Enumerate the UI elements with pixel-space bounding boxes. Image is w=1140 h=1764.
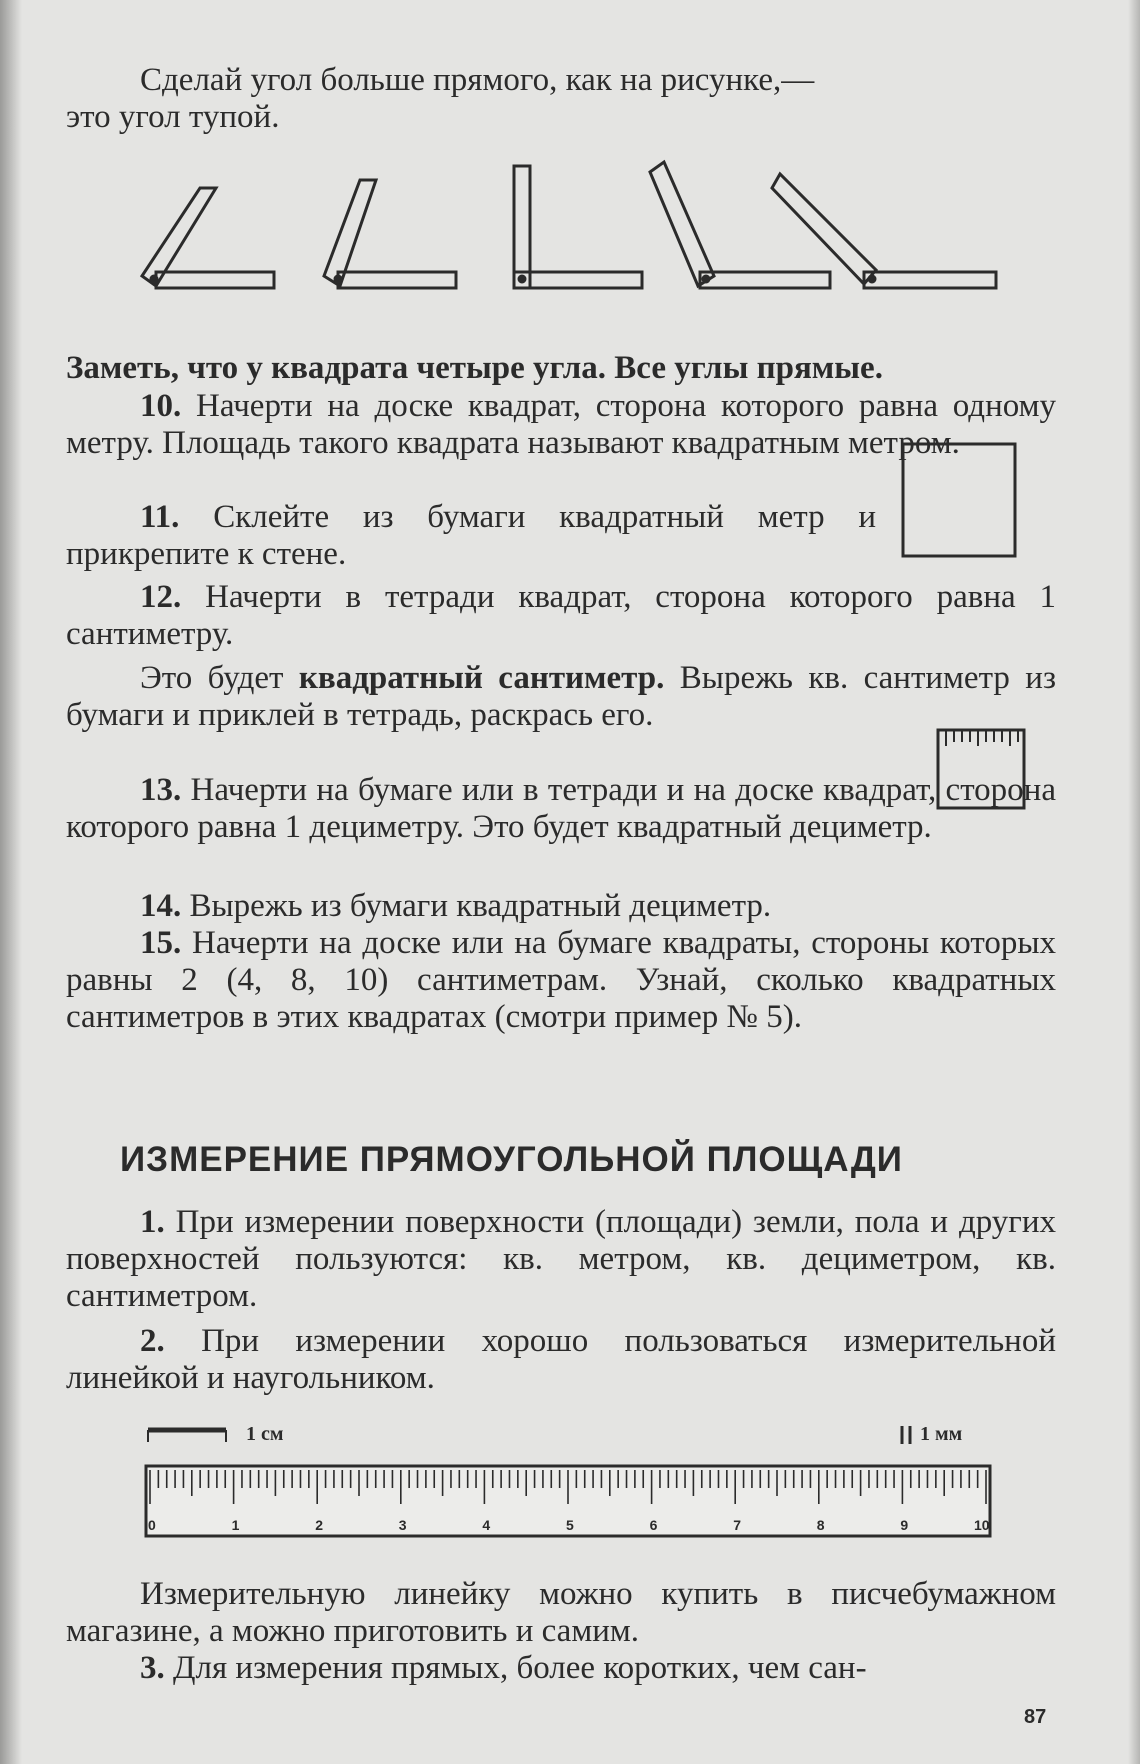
- exercise-11-number: 11.: [140, 499, 180, 535]
- ruler-number: 10: [974, 1517, 990, 1533]
- ruler-number: 1: [231, 1517, 240, 1533]
- section-paragraph-1: [66, 1204, 1056, 1315]
- paragraph-2: [66, 1323, 1056, 1397]
- exercise-15-block: [66, 925, 1056, 1036]
- exercise-12-number: 12.: [140, 579, 182, 615]
- paragraph-1-text: При измерении поверхности (площади) земли, пола и других поверхностей пользуются: кв. метром, кв. дециметром, кв. сантиметром.: [66, 1204, 1056, 1314]
- square-note: [66, 350, 1056, 387]
- exercise-10-number: 10.: [140, 388, 182, 424]
- exercise-11: [66, 499, 876, 573]
- exercise-14-block: [66, 888, 1056, 925]
- paragraph-1-number: 1.: [140, 1204, 165, 1240]
- paragraph-1: [66, 1204, 1056, 1315]
- exercise-15: [66, 925, 1056, 1036]
- paragraph-4-number: 3.: [140, 1650, 165, 1686]
- paragraph-4: [66, 1650, 1056, 1687]
- section-paragraph-3: [66, 1576, 1056, 1650]
- section-paragraph-4: [66, 1650, 1056, 1687]
- ruler-labels: [140, 1418, 1000, 1458]
- ruler-label-cm: 1 см: [246, 1423, 284, 1445]
- square-meter-drawing: [895, 436, 1025, 566]
- exercise-11-block: [66, 499, 876, 573]
- exercise-13: [66, 772, 1056, 846]
- exercise-12b-post: Вырежь кв. сантиметр из бумаги и приклей в тетрадь, раскрась его.: [66, 660, 1056, 733]
- exercise-14-text: Вырежь из бумаги квадратный дециметр.: [189, 888, 772, 924]
- exercise-12-continued: [66, 660, 1056, 734]
- ruler-number: 8: [816, 1517, 825, 1533]
- ruler-number: 0: [148, 1517, 156, 1533]
- exercise-14-number: 14.: [140, 888, 182, 924]
- square-note-text: Заметь, что у квадрата четыре угла. Все углы прямые.: [66, 350, 883, 386]
- paragraph-2-number: 2.: [140, 1323, 165, 1359]
- measuring-ruler: [140, 1460, 1000, 1544]
- square-centimeter-term: квадратный сантиметр.: [298, 660, 665, 696]
- paragraph-2-text: При измерении хорошо пользоваться измерительной линейкой и наугольником.: [66, 1323, 1056, 1396]
- ruler-number: 9: [900, 1517, 909, 1533]
- exercise-12-block: [66, 579, 1056, 653]
- ruler-number: 4: [482, 1517, 491, 1533]
- ruler-number: 2: [315, 1517, 323, 1533]
- exercise-12b-block: [66, 660, 1056, 734]
- section-title: ИЗМЕРЕНИЕ ПРЯМОУГОЛЬНОЙ ПЛОЩАДИ: [120, 1140, 903, 1179]
- exercise-11-text: Склейте из бумаги квадратный метр и прикрепите к стене.: [66, 499, 876, 572]
- section-paragraph-2: [66, 1323, 1056, 1397]
- exercise-10-text: Начерти на доске квадрат, сторона которого равна одному метру. Площадь такого квадрата называют квадратным метром.: [66, 388, 1057, 461]
- intro-line-2: это угол тупой.: [66, 99, 280, 135]
- page-number: 87: [1024, 1706, 1047, 1728]
- paragraph-4-text: Для измерения прямых, более коротких, чем сан-: [173, 1650, 867, 1686]
- exercise-15-text: Начерти на доске или на бумаге квадраты, стороны которых равны 2 (4, 8, 10) сантиметрам. Узнай, сколько квадратных сантиметров в этих квадратах (смотри пример № 5).: [66, 925, 1056, 1035]
- ruler-number: 3: [398, 1517, 407, 1533]
- intro-text: [66, 62, 1056, 136]
- ruler-number: 6: [649, 1517, 658, 1533]
- exercise-13-text: Начерти на бумаге или в тетради и на доске квадрат, сторона которого равна 1 дециметру. Это будет квадратный дециметр.: [66, 772, 1056, 845]
- ruler-label-mm: 1 мм: [920, 1423, 963, 1445]
- exercise-15-number: 15.: [140, 925, 182, 961]
- exercise-12: [66, 579, 1056, 653]
- exercise-13-number: 13.: [140, 772, 182, 808]
- exercise-12-text: Начерти в тетради квадрат, сторона которого равна 1 сантиметру.: [66, 579, 1056, 652]
- angle-illustration: [140, 158, 1040, 308]
- exercise-12b-pre: Это будет: [140, 660, 299, 696]
- ruler-number: 7: [733, 1517, 741, 1533]
- paragraph-3-text: Измерительную линейку можно купить в писчебумажном магазине, а можно приготовить и самим.: [66, 1576, 1056, 1649]
- intro-line-1: Сделай угол больше прямого, как на рисунке,—: [140, 62, 815, 98]
- exercise-13-block: [66, 772, 1056, 846]
- exercise-14: [66, 888, 1056, 925]
- ruler-number: 5: [566, 1517, 574, 1533]
